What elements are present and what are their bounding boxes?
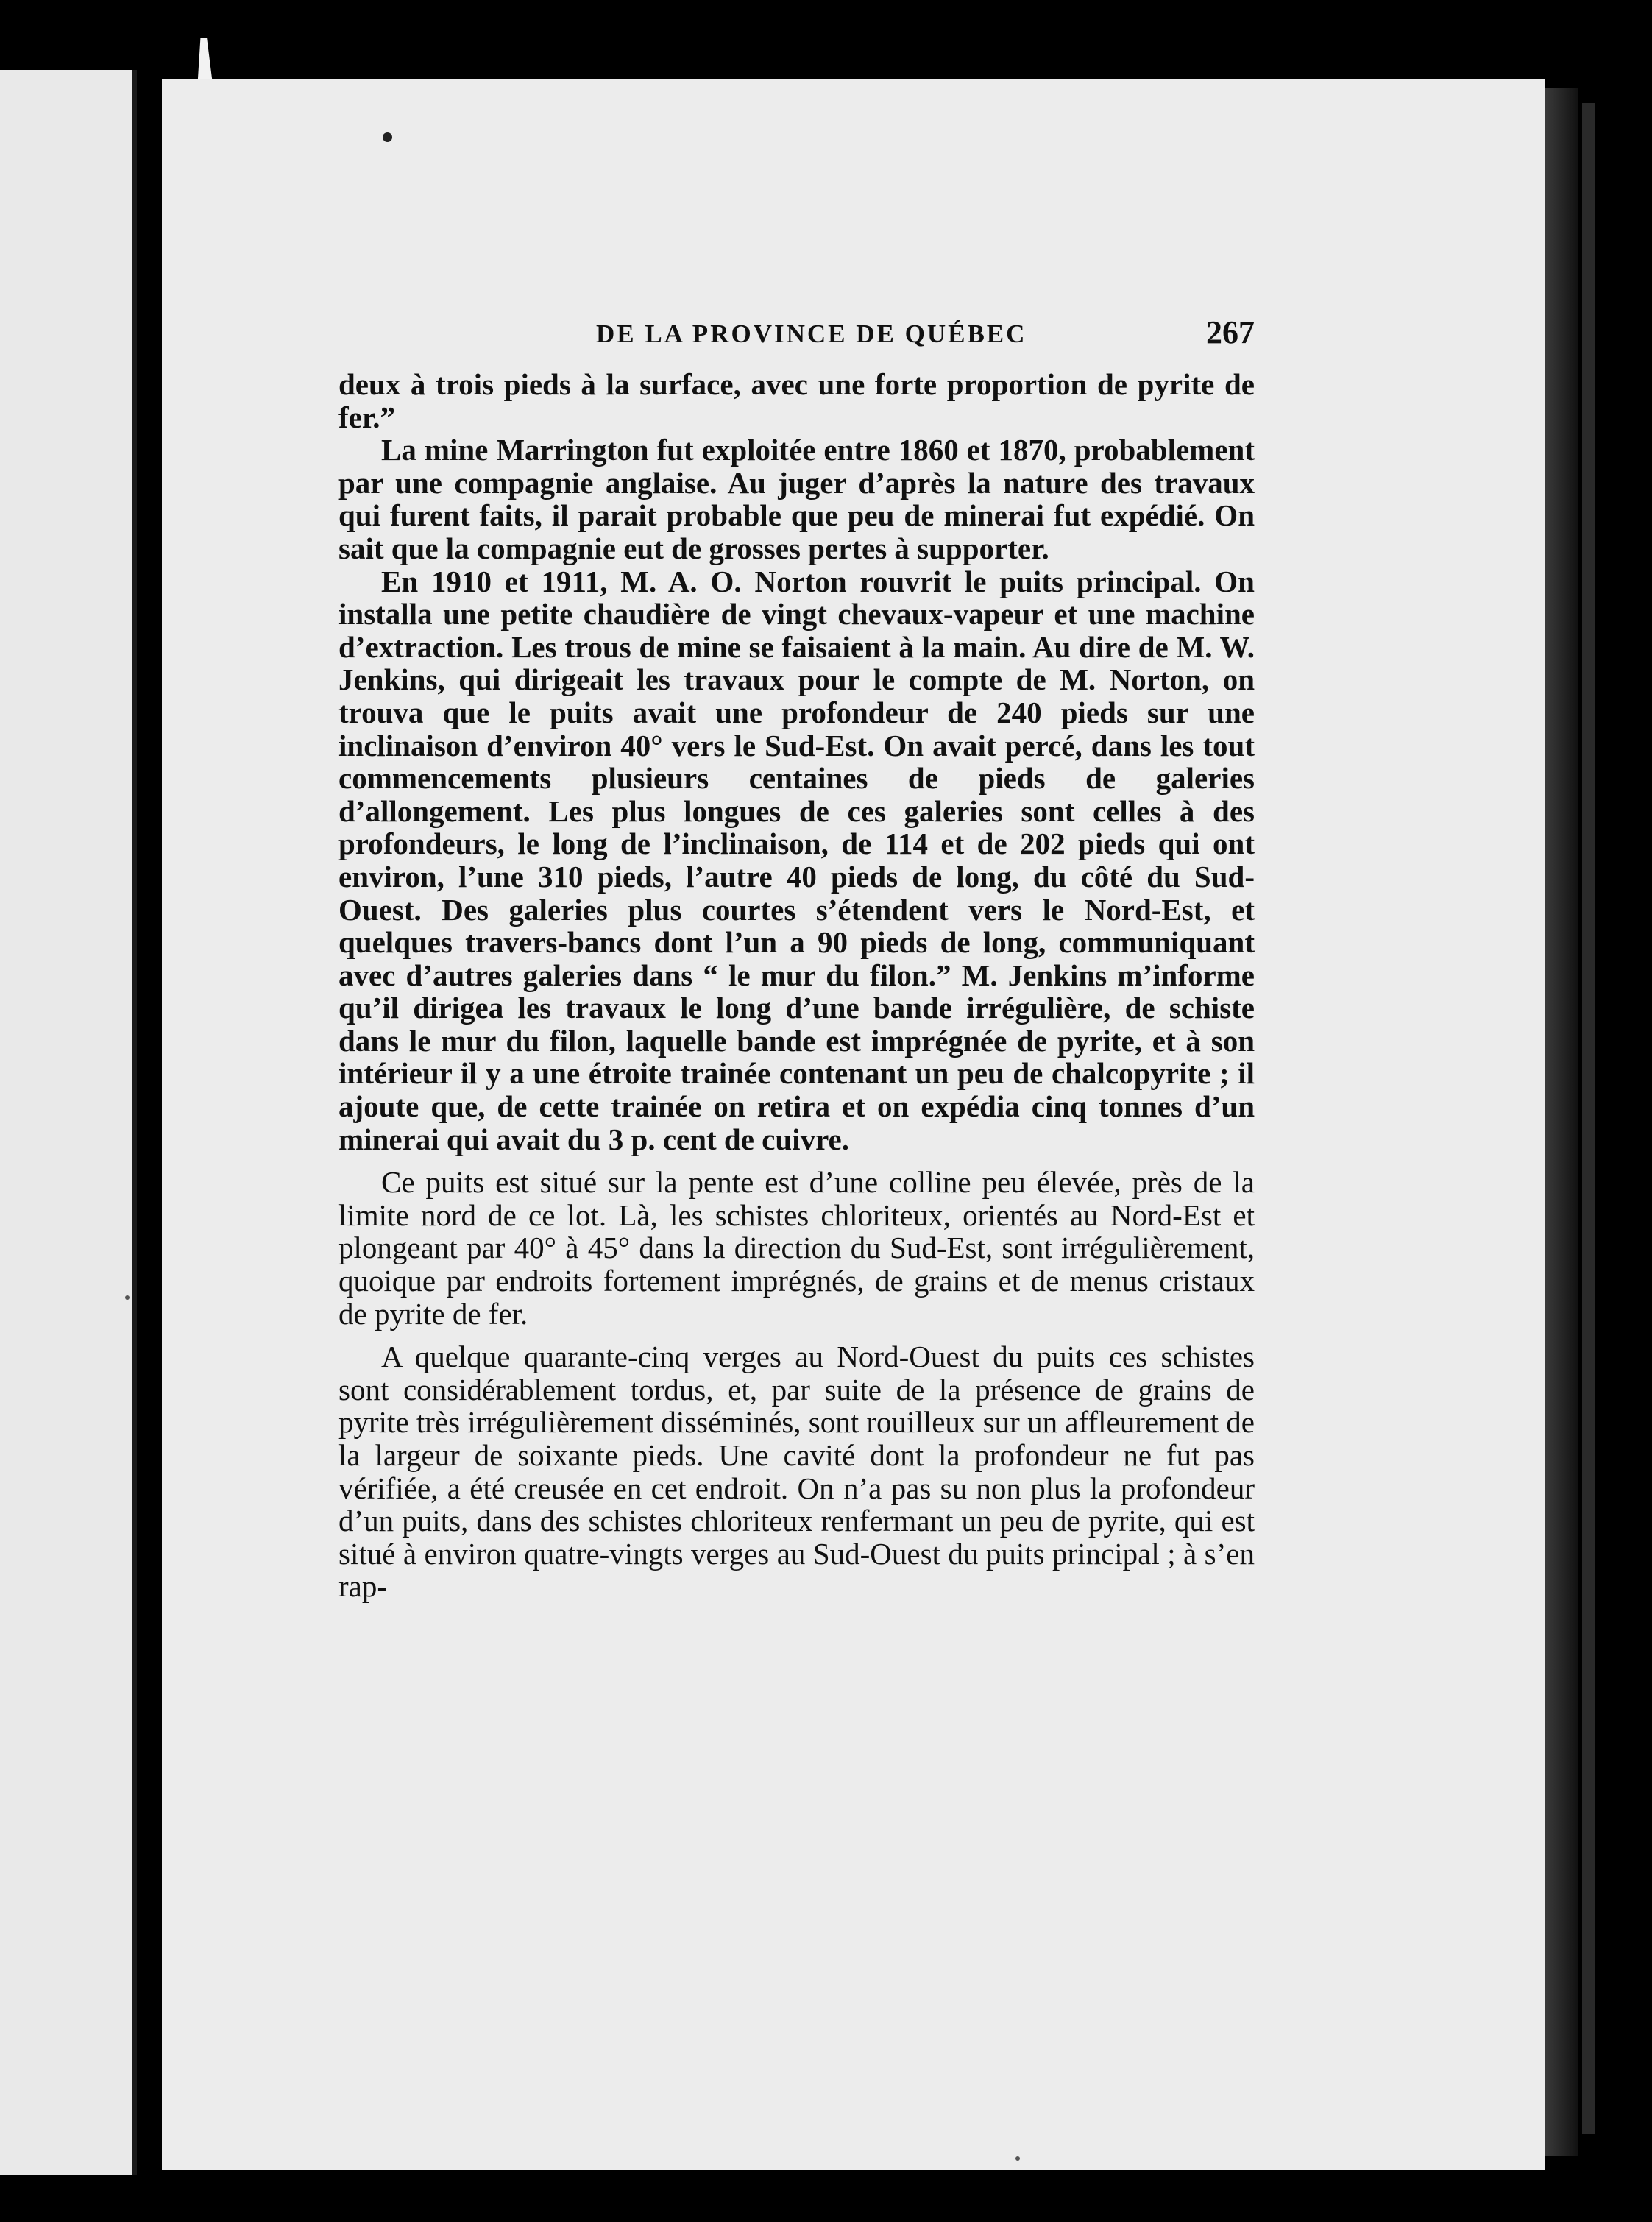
paragraph: En 1910 et 1911, M. A. O. Norton rouvrit le puits principal. On installa une petite chaudière de vingt chevaux-vapeur et une machine d’extraction. Les trous de mine se faisaient à la main. Au dire de M. W. Jenkins, qui dirigeait les travaux pour le compte de M. Norton, on trouva que le puits avait une profondeur de 240 pieds sur une inclinaison d’environ 40° vers le Sud-Est. On avait percé, dans les tout commencements plusieurs centaines de pieds de galeries d’allongement. Les plus longues de ces galeries sont celles à des profondeurs, le long de l’inclinaison, de 114 et de 202 pieds qui ont environ, l’une 310 pieds, l’autre 40 pieds de long, du côté du Sud-Ouest. Des galeries plus courtes s’étendent vers le Nord-Est, et quelques travers-bancs dont l’un a 90 pieds de long, communiquant avec d’autres galeries dans “ le mur du filon.” M. Jenkins m’informe qu’il dirigea les travaux le long d’une bande irrégulière, de schiste dans le mur du filon, laquelle bande est imprégnée de pyrite, et à son intérieur il y a une étroite trainée contenant un peu de chalcopyrite ; il ajoute que, de cette trainée on retira et on expédia cinq tonnes d’un minerai qui avait du 3 p. cent de cuivre. — [338, 564, 1255, 1156]
paragraph: deux à trois pieds à la surface, avec une forte proportion de pyrite de fer.” — [338, 367, 1255, 434]
ink-speck — [125, 1295, 130, 1300]
ink-speck — [1015, 2156, 1020, 2161]
paragraph: Ce puits est situé sur la pente est d’une colline peu élevée, près de la limite nord de ce lot. Là, les schistes chloriteux, orientés au Nord-Est et plongeant par 40° à 45° dans la direction du Sud-Est, sont irrégulièrement, quoique par endroits fortement imprégnés, de grains et de menus cristaux de pyrite de fer. — [338, 1165, 1255, 1331]
page-number: 267 — [1206, 314, 1255, 350]
facing-page-edge — [0, 70, 137, 2175]
page-header — [338, 309, 1255, 353]
page-gutter-shadow — [1545, 88, 1578, 2156]
paragraph: A quelque quarante-cinq verges au Nord-Ouest du puits ces schistes sont considérablement tordus, et, par suite de la présence de grains de pyrite très irrégulièrement disséminés, sont rouilleux sur un affleurement de la largeur de soixante pieds. Une cavité dont la profondeur ne fut pas vérifiée, a été creusée en cet endroit. On n’a pas su non plus la profondeur d’un puits, dans des schistes chloriteux renfermant un peu de pyrite, qui est situé à environ quatre-vingts verges au Sud-Ouest du puits principal ; à s’en rap- — [338, 1340, 1255, 1604]
running-title: DE LA PROVINCE DE QUÉBEC — [596, 319, 1027, 348]
ink-speck — [383, 132, 392, 142]
paragraph: La mine Marrington fut exploitée entre 1860 et 1870, probablement par une compagnie anglaise. Au juger d’après la nature des travaux qui furent faits, il parait probable que peu de minerai fut expédié. On sait que la compagnie eut de grosses pertes à supporter. — [338, 433, 1255, 565]
page-stack-edge — [1582, 103, 1595, 2134]
page-body — [338, 368, 1255, 1603]
